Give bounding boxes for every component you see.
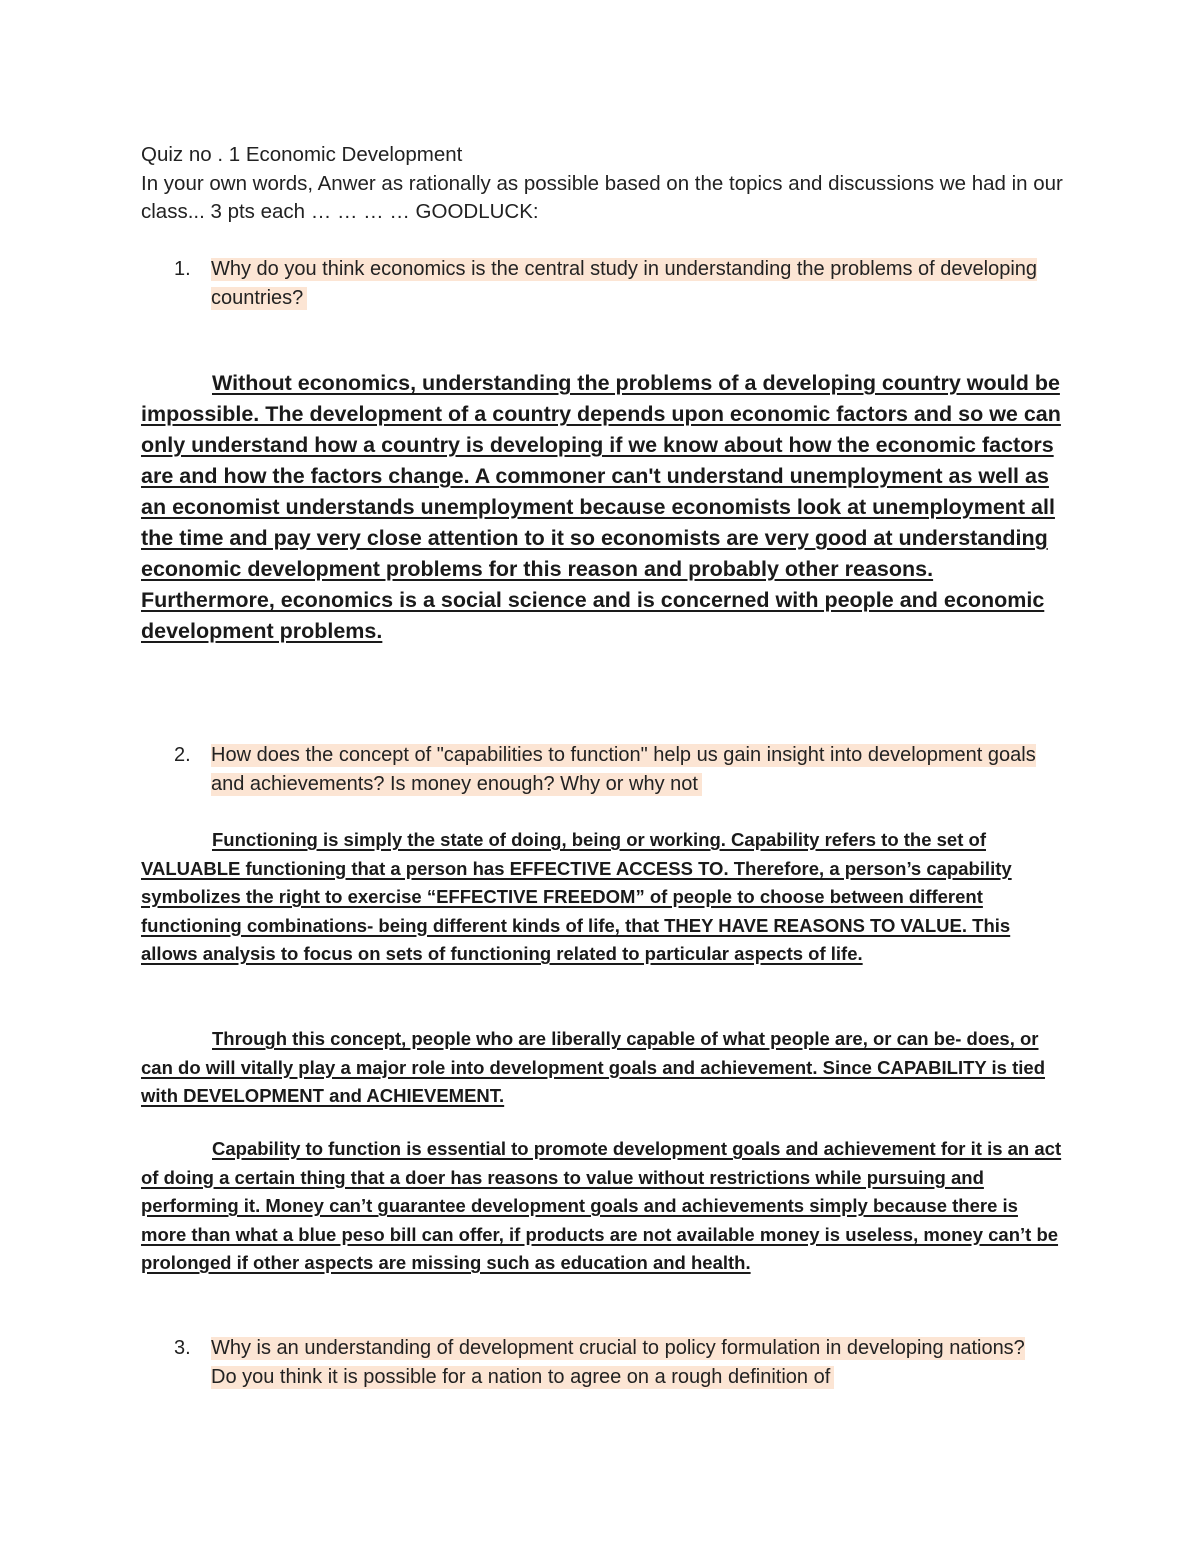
quiz-instructions: In your own words, Anwer as rationally as possible based on the topics and discussions we had in our class... 3 pts each … … … … GOODLUCK: xyxy=(141,171,1063,223)
question-3 xyxy=(141,1334,1041,1391)
question-text: Why is an understanding of development crucial to policy formulation in developing nations? Do you think it is possible for a nation to agree on a rough definition of xyxy=(211,1337,1025,1388)
question-text: How does the concept of "capabilities to function" help us gain insight into development goals and achievements? Is money enough? Why or why not xyxy=(211,744,1036,795)
question-number: 1. xyxy=(174,258,191,280)
question-1 xyxy=(141,255,1041,312)
answer-2-paragraph-1: Functioning is simply the state of doing, being or working. Capability refers to the set of VALUABLE functioning that a person has EFFECTIVE ACCESS TO. Therefore, a person’s capability symbolizes the right to exercise “EFFECTIVE FREEDOM” of people to choose between different functioning combinations- being different kinds of life, that THEY HAVE REASONS TO VALUE. This allows analysis to focus on sets of functioning related to particular aspects of life. xyxy=(141,829,1012,964)
answer-2-paragraph-2: Through this concept, people who are liberally capable of what people are, or can be- does, or can do will vitally play a major role into development goals and achievement. Since CAPABILITY is tied with DEVELOPMENT and ACHIEVEMENT. xyxy=(141,1028,1045,1106)
question-2 xyxy=(141,741,1041,798)
question-number: 2. xyxy=(174,744,191,766)
question-number: 3. xyxy=(174,1337,191,1359)
question-text: Why do you think economics is the central study in understanding the problems of developing countries? xyxy=(211,258,1038,309)
answer-2-paragraph-3: Capability to function is essential to promote development goals and achievement for it is an act of doing a certain thing that a doer has reasons to value without restrictions while pursuing and performing it. Money can’t guarantee development goals and achievements simply because there is more than what a blue peso bill can offer, if products are not available money is useless, money can’t be prolonged if other aspects are missing such as education and health. xyxy=(141,1138,1062,1273)
quiz-header xyxy=(141,141,1071,227)
answer-1: Without economics, understanding the problems of a developing country would be impossible. The development of a country depends upon economic factors and so we can only understand how a country is developing if we know about how the economic factors are and how the factors change. A commoner can't understand unemployment as well as an economist understands unemployment because economists look at unemployment all the time and pay very close attention to it so economists are very good at understanding economic development problems for this reason and probably other reasons. Furthermore, economics is a social science and is concerned with people and economic development problems. xyxy=(141,371,1061,643)
quiz-title: Quiz no . 1 Economic Development xyxy=(141,143,463,166)
